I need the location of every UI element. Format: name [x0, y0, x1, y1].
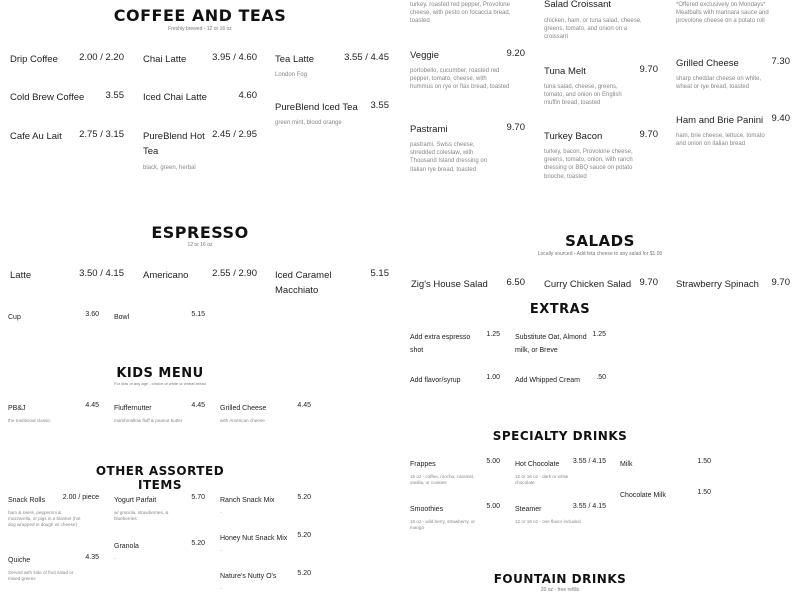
menu-item-name: Grilled Cheese [220, 405, 267, 412]
menu-item-name: Hot Chocolate [515, 461, 560, 468]
menu-item-price: 5.15 [191, 311, 205, 318]
menu-item-price: 9.70 [639, 129, 658, 140]
menu-item-price: 2.75 / 3.15 [79, 129, 124, 140]
menu-item-price: 6.50 [506, 277, 525, 288]
menu-item-name: Ranch Snack Mix [220, 497, 275, 504]
menu-item-name: Bowl [114, 314, 130, 321]
menu-item-name: Strawberry Spinach [676, 279, 759, 290]
menu-item-price: 5.00 [486, 458, 500, 465]
extras-title: EXTRAS [529, 302, 591, 317]
menu-item-price: 3.55 / 4.15 [572, 503, 606, 510]
menu-item-name: Tea Latte [275, 54, 315, 65]
menu-item-price: 1.00 [486, 374, 500, 381]
menu-item-desc: w/ granola, strawberries, & blueberries [114, 510, 169, 522]
menu-item-price: 1.25 [592, 331, 606, 338]
menu-item-price: 4.45 [191, 402, 205, 409]
menu-item-desc: marshmallow fluff & peanut butter [114, 418, 183, 423]
menu-item-desc: ham & swiss, pepperoni & mozzarella, or pigs in a blanket (hot dog wrapped in dough w/ cheese) [8, 510, 81, 528]
menu-item-desc: - [220, 548, 222, 554]
menu-item-name: Pastrami [410, 124, 448, 135]
menu-item-name: Cold Brew Coffee [10, 92, 85, 103]
menu-item-price: 3.55 / 4.15 [572, 458, 606, 465]
kids-subtitle: For kids of any age - choice of white or wheat bread [114, 381, 206, 386]
menu-item-name: PB&J [8, 405, 26, 412]
menu-item-name: Fluffernutter [114, 405, 152, 412]
menu-item-name: Nature's Nutty O's [220, 573, 277, 580]
menu-item-price: 4.35 [85, 554, 99, 561]
menu-item-price: 5.20 [191, 540, 205, 547]
menu-item-price: 9.70 [639, 277, 658, 288]
menu-item-price: 4.45 [297, 402, 311, 409]
menu-item-name: Chai Latte [143, 54, 187, 65]
menu-item-price: 3.55 [105, 90, 124, 101]
menu-item-price: 5.20 [297, 532, 311, 539]
menu-item-price: 9.70 [771, 277, 790, 288]
specialty-title: SPECIALTY DRINKS [492, 429, 628, 443]
menu-item-price: 4.45 [85, 402, 99, 409]
menu-item-desc: 12 or 16 oz - dark or white chocolate [515, 474, 569, 486]
menu-item-name: Honey Nut Snack Mix [220, 535, 288, 542]
kids-title: KIDS MENU [116, 366, 204, 381]
menu-item-desc: turkey, bacon, Provolone cheese, greens, tomato, onion, with ranch dressing or BBQ sauce on potato brioche, toasted [544, 149, 633, 180]
menu-item-desc: ham, brie cheese, lettuce, tomato and onion on italian bread [676, 133, 765, 148]
menu-item-price: 9.70 [506, 122, 525, 133]
menu-item-name: Cafe Au Lait [10, 131, 62, 142]
menu-item-desc: green mint, blood orange [275, 120, 342, 126]
menu-item-desc: 16 oz - wild berry, strawberry, or mango [410, 519, 475, 531]
menu-item-desc: black, green, herbal [143, 165, 196, 171]
menu-item-name: Snack Rolls [8, 497, 45, 504]
assorted-title: OTHER ASSORTED ITEMS [95, 464, 225, 492]
menu-item-desc: the traditional classic [8, 418, 51, 423]
menu-item-price: 3.50 / 4.15 [79, 268, 124, 279]
menu-item-name: Turkey Bacon [544, 131, 603, 142]
menu-item-price: 3.60 [85, 311, 99, 318]
menu-item-desc: sharp cheddar cheese on white, wheat or rye bread, toasted [676, 76, 762, 91]
menu-item-name: Iced Caramel Macchiato [275, 270, 332, 296]
menu-item-name: Yogurt Parfait [114, 497, 157, 504]
menu-item-price: 9.20 [506, 48, 525, 59]
menu-item-price: 1.50 [697, 458, 711, 465]
menu-item-name: Tuna Melt [544, 66, 586, 77]
menu-item-price: 4.60 [238, 90, 257, 101]
menu-item-price: 5.20 [297, 570, 311, 577]
menu-item-price: 1.25 [486, 331, 500, 338]
menu-item-name: Quiche [8, 557, 31, 564]
menu-item-price: 2.45 / 2.95 [212, 129, 257, 140]
menu-item-price: 5.15 [370, 268, 389, 279]
menu-item-desc: portobello, cucumber, roasted red pepper, tomato, cheese, with hummus on rye or flax bread, toasted [410, 68, 510, 91]
menu-item-name: PureBlend Hot Tea [143, 131, 205, 157]
menu-item-desc: - [220, 510, 222, 516]
menu-item-desc: 12 or 16 oz - one flavor included [515, 519, 581, 524]
menu-item-desc: - [220, 586, 222, 592]
menu-item-price: 7.30 [771, 56, 790, 67]
menu-item-price: 3.55 / 4.45 [344, 52, 389, 63]
menu-item-desc: tuna salad, cheese, greens, tomato, and onion on English muffin bread, toasted [544, 84, 622, 107]
fountain-title: FOUNTAIN DRINKS [493, 572, 627, 586]
menu-item-price: 9.40 [771, 113, 790, 124]
menu-item-price: 2.00 / 2.20 [79, 52, 124, 63]
menu-item-name: Iced Chai Latte [143, 92, 207, 103]
menu-item-name: Smoothies [410, 506, 444, 513]
menu-item-name: Add extra espresso shot [410, 334, 471, 354]
salads-subtitle: Locally sourced - Add feta cheese to any salad for $1.00 [537, 251, 663, 257]
menu-item-name: Zig's House Salad [411, 279, 488, 290]
menu-item-price: 5.00 [486, 503, 500, 510]
salads-title: SALADS [565, 232, 635, 250]
menu-item-name: Steamer [515, 506, 542, 513]
menu-item-desc: Served with side of fruit salad or mixed greens [8, 570, 74, 582]
espresso-subtitle: 12 or 16 oz [187, 242, 213, 248]
menu-item-name: Granola [114, 543, 139, 550]
menu-item-desc: *Offered exclusively on Mondays* Meatballs with marinara sauce and provolone cheese on a potato roll [676, 2, 769, 25]
menu-item-price: 5.20 [297, 494, 311, 501]
menu-item-name: Add Whipped Cream [515, 377, 580, 384]
menu-item-desc: London Fog [275, 72, 308, 78]
menu-item-price: 3.95 / 4.60 [212, 52, 257, 63]
menu-item-desc: chicken, ham, or tuna salad, cheese, greens, tomato, and onion on a croissant [544, 18, 642, 41]
espresso-title: ESPRESSO [151, 223, 249, 242]
menu-item-desc: turkey, roasted red pepper, Provolone cheese, with pesto on focaccia bread, toasted [410, 2, 511, 25]
menu-item-name: Veggie [410, 50, 440, 61]
menu-item-name: Substitute Oat, Almond milk, or Breve [515, 334, 587, 354]
fountain-subtitle: 20 oz - free refills [540, 587, 580, 593]
menu-item-name: Milk [620, 461, 633, 468]
coffee-subtitle: Freshly brewed - 12 or 16 oz [168, 26, 232, 32]
menu-item-price: 9.70 [639, 64, 658, 75]
coffee-title: COFFEE AND TEAS [113, 6, 287, 25]
menu-item-price: 2.00 / piece [62, 494, 99, 501]
menu-item-desc: 16 oz - coffee, mocha, caramel, vanilla, or cookies [410, 474, 475, 486]
menu-item-desc: with American cheese [220, 418, 265, 423]
menu-item-desc: - [114, 556, 116, 562]
menu-item-name: Ham and Brie Panini [676, 115, 764, 126]
menu-item-name: Latte [10, 270, 32, 281]
menu-item-name: Add flavor/syrup [410, 377, 461, 384]
menu-item-desc: pastrami, Swiss cheese, shredded coleslaw, with Thousand Island dressing on Italian rye bread, toasted [410, 142, 488, 173]
menu-item-name: Grilled Cheese [676, 58, 739, 69]
menu-item-price: 3.55 [370, 100, 389, 111]
menu-item-name: Curry Chicken Salad [544, 279, 632, 290]
menu-item-price: 1.50 [697, 489, 711, 496]
menu-item-price: 5.70 [191, 494, 205, 501]
menu-item-name: Chocolate Milk [620, 492, 666, 499]
menu-item-name: Drip Coffee [10, 54, 58, 65]
menu-item-name: Americano [143, 270, 189, 281]
menu-item-price: .50 [596, 374, 606, 381]
menu-item-name: Cup [8, 314, 21, 321]
menu-item-name: Frappes [410, 461, 436, 468]
menu-item-price: 2.55 / 2.90 [212, 268, 257, 279]
menu-item-name: Salad Croissant [544, 0, 612, 10]
menu-item-name: PureBlend Iced Tea [275, 102, 358, 113]
